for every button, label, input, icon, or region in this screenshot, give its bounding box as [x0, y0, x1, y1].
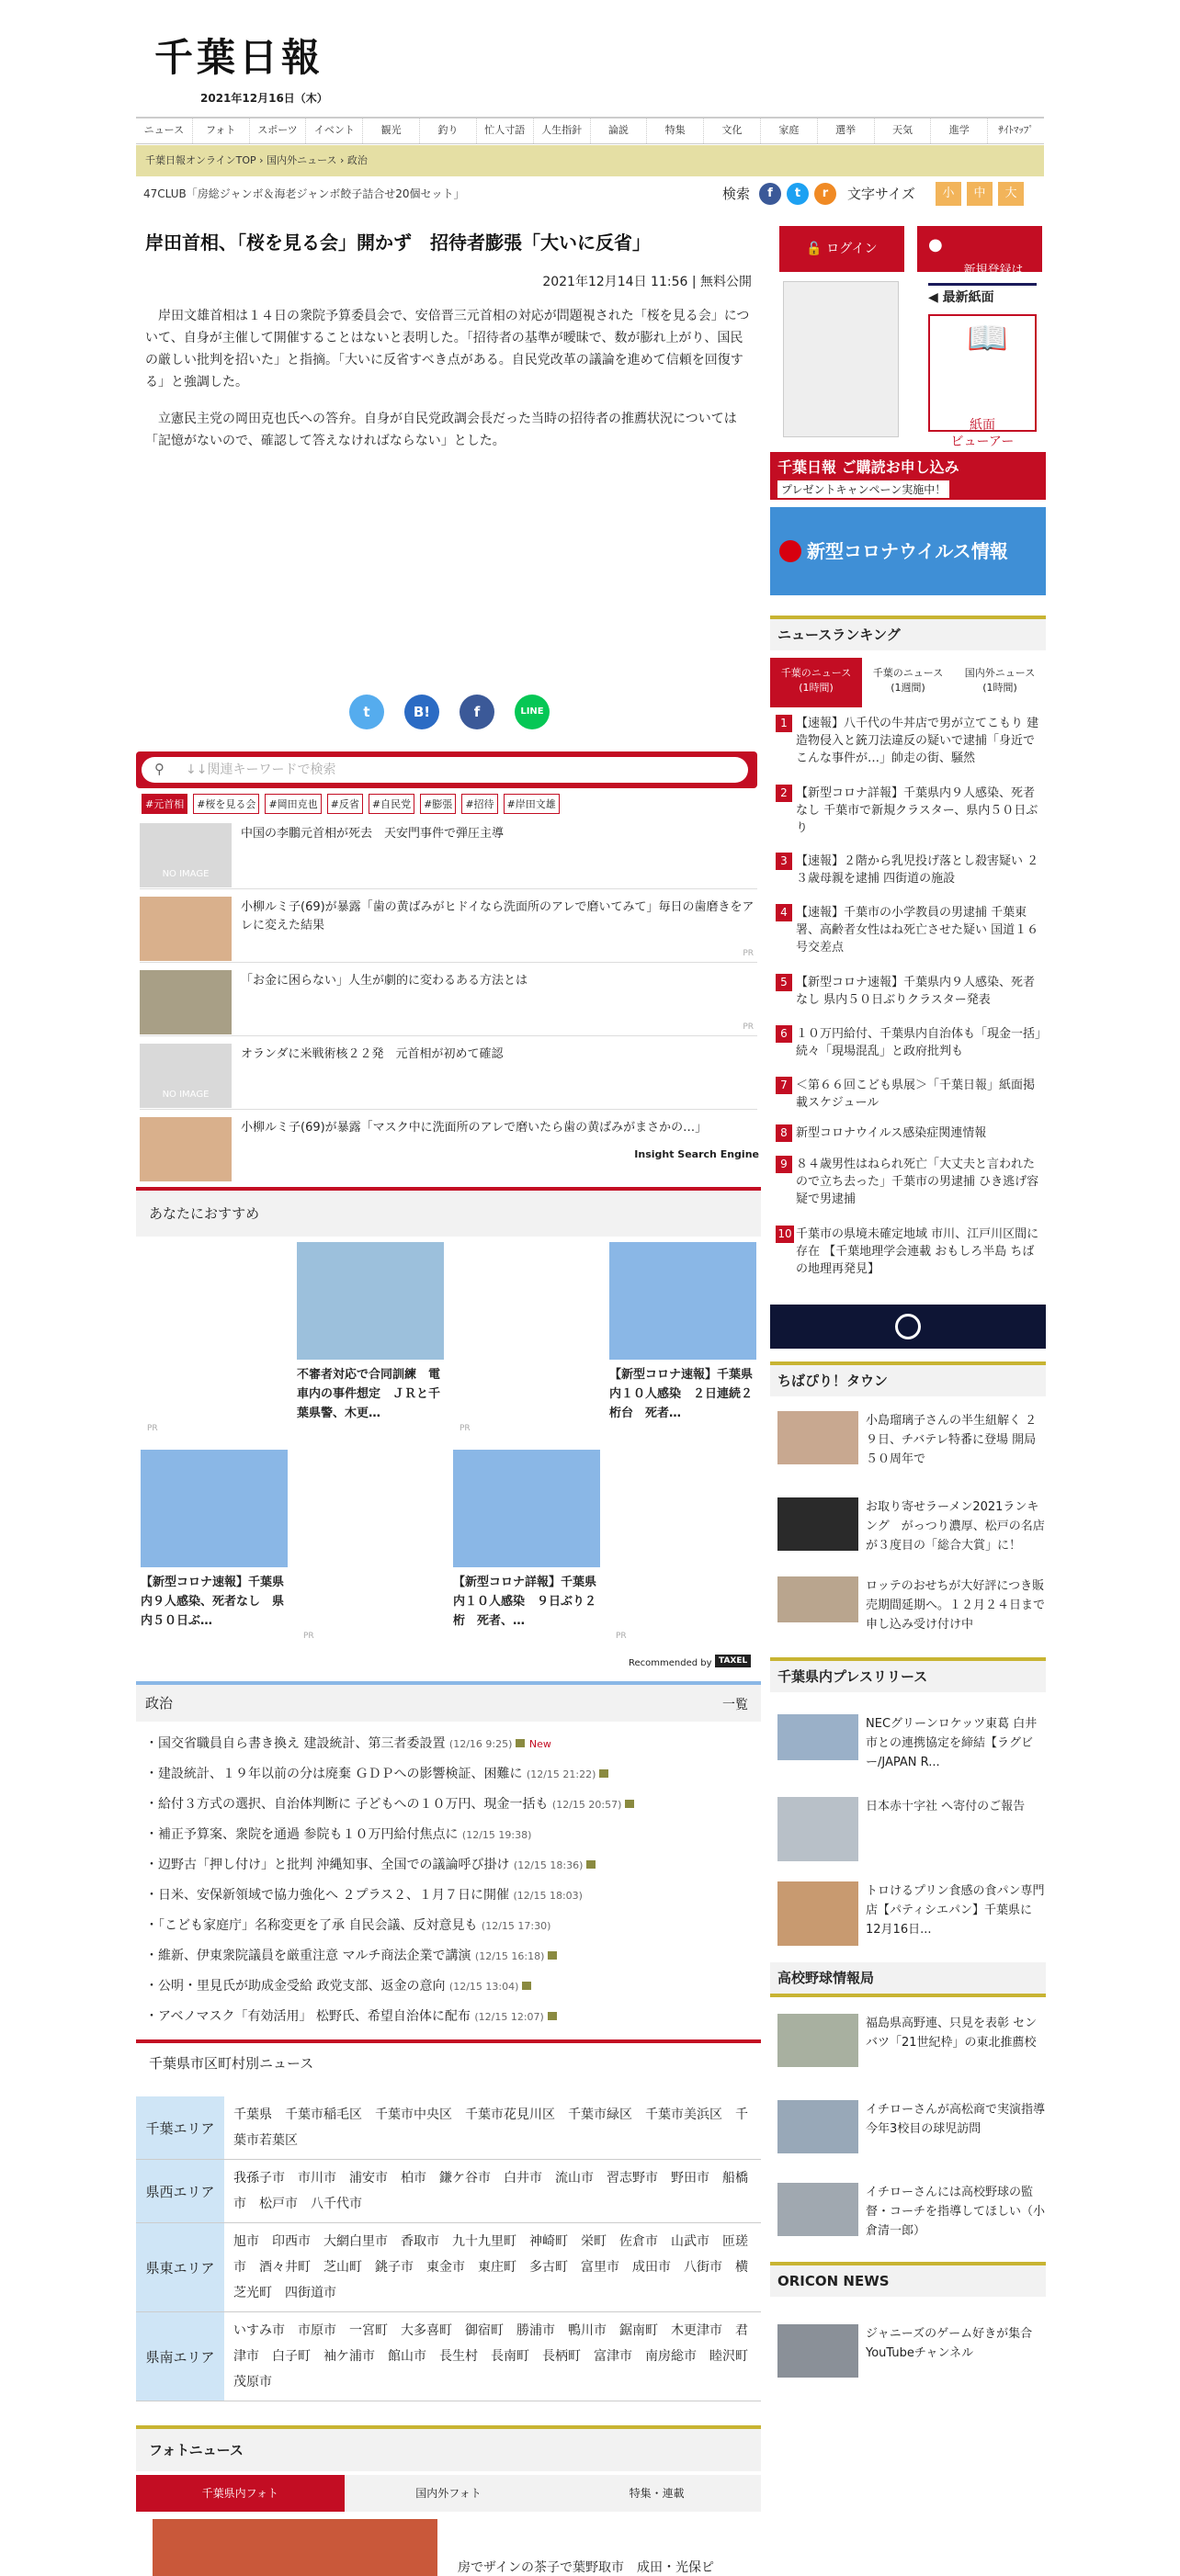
area-heading: 千葉県市区町村別ニュース	[136, 2043, 761, 2084]
tab-features[interactable]: 特集・連載	[552, 2475, 761, 2512]
photo-icon	[625, 1800, 634, 1808]
chibi-title[interactable]: 小島瑠璃子さんの半生紐解く ２９日、チバテレ特番に登場 開局５０周年で	[866, 1414, 1038, 1466]
politics-item[interactable]: ・給付３方式の選択、自治体判断に 子どもへの１０万円、現金一括も (12/15 20:57)	[145, 1790, 752, 1820]
baseball-title[interactable]: 福島県高野連、只見を表彰 センバツ「21世紀枠」の東北推薦校	[866, 2017, 1038, 2050]
rank-number: 8	[776, 1124, 792, 1142]
recommend-image	[609, 1242, 756, 1360]
ranking-item[interactable]	[776, 974, 1042, 1009]
nav-item[interactable]: フォト	[193, 119, 250, 143]
recommend-image	[141, 1450, 288, 1567]
tag[interactable]: #自民党	[369, 794, 414, 814]
area-links[interactable]: 千葉県 千葉市稲毛区 千葉市中央区 千葉市花見川区 千葉市緑区 千葉市美浜区 千葉市若葉区	[224, 2096, 761, 2160]
politics-item-title[interactable]: 公明・里見氏が助成金受給 政党支部、返金の意向	[158, 1979, 446, 1994]
photo-icon	[548, 2012, 557, 2020]
breadcrumb[interactable]: 千葉日報オンラインTOP › 国内外ニュース › 政治	[136, 145, 1044, 176]
nav-item[interactable]: 天気	[875, 119, 932, 143]
related-title[interactable]: 「お金に困らない」人生が劇的に変わるある方法とは	[241, 974, 528, 988]
corona-banner[interactable]	[770, 507, 1046, 595]
ranking-title[interactable]: 【速報】八千代の牛丼店で男が立てこもり 建造物侵入と銃刀法違反の疑いで逮捕「身近でこんな事件が…」帥走の街、騒然	[796, 717, 1039, 765]
politics-item-title[interactable]: 給付３方式の選択、自治体判断に 子どもへの１０万円、現金一括も	[158, 1797, 549, 1812]
taxel-logo[interactable]: TAXEL	[715, 1655, 751, 1667]
tag[interactable]: #岸田文雄	[504, 794, 560, 814]
pr-label: PR	[616, 1632, 627, 1641]
pr-label: PR	[303, 1632, 314, 1641]
pr-label: PR	[460, 1424, 471, 1433]
politics-item[interactable]: ・公明・里見氏が助成金受給 政党支部、返金の意向 (12/15 13:04)	[145, 1972, 752, 2002]
politics-item-date: (12/15 17:30)	[481, 1920, 551, 1932]
press-title[interactable]: 日本赤十字社 へ寄付のご報告	[866, 1800, 1026, 1813]
lightbulb-icon: ●	[928, 235, 943, 254]
font-size-small[interactable]: 小	[936, 182, 961, 206]
politics-item[interactable]: ・アベノマスク「有効活用」 松野氏、希望自治体に配布 (12/15 12:07)	[145, 2002, 752, 2032]
font-size-medium[interactable]: 中	[967, 182, 993, 206]
rank-number: 9	[776, 1156, 792, 1173]
nav-item[interactable]: 進学	[931, 119, 988, 143]
latest-paper-link[interactable]: ◀ 最新紙面	[928, 283, 1037, 311]
search-icon: ⚲	[154, 761, 165, 777]
newspaper-front-page[interactable]	[783, 281, 899, 437]
area-links[interactable]: 旭市 印西市 大網白里市 香取市 九十九里町 神崎町 栄町 佐倉市 山武市 匝瑳市 酒々井町 芝山町 銚子市 東金市 東庄町 多古町 富里市 成田市 八街市 横芝光町 四街道市	[224, 2223, 761, 2312]
ranking-item[interactable]	[776, 715, 1042, 767]
article-title: 岸田首相、「桜を見る会」開かず 招待者膨張「大いに反省」	[145, 232, 651, 254]
tab-ranking-national[interactable]: 国内外ニュース (1時間)	[964, 667, 1036, 694]
global-nav	[136, 117, 1044, 144]
ranking-title[interactable]: 新型コロナウイルス感染症関連情報	[796, 1126, 987, 1140]
font-size-large[interactable]: 大	[998, 182, 1024, 206]
ranking-item[interactable]	[776, 904, 1042, 956]
recommend-title[interactable]: 【新型コロナ詳報】千葉県内１０人感染 ９日ぶり２桁 死者、…	[453, 1576, 597, 1628]
ranking-title[interactable]: 【新型コロナ詳報】千葉県内９人感染、死者なし 千葉市で新規クラスター、県内５０日ぶり	[796, 786, 1038, 835]
related-item[interactable]	[140, 965, 757, 1036]
politics-item-date: (12/15 18:03)	[513, 1890, 583, 1902]
related-item[interactable]	[140, 818, 757, 889]
ranking-item[interactable]	[776, 785, 1042, 837]
related-item[interactable]	[140, 891, 757, 963]
baseball-heading: 高校野球情報局	[770, 1962, 1046, 1997]
politics-item-title[interactable]: 維新、伊東衆院議員を厳重注意 マルチ商法企業で講演	[158, 1949, 471, 1963]
site-logo[interactable]: 千葉日報	[154, 35, 324, 80]
thumbnail-image	[777, 1797, 858, 1861]
nav-item[interactable]: スポーツ	[250, 119, 307, 143]
viewer-button[interactable]	[928, 314, 1037, 449]
press-item[interactable]	[777, 1797, 1044, 1861]
photo-caption[interactable]: 房でザインの茶子で葉野取市 成田・光保ピ	[458, 2560, 715, 2575]
politics-item-date: (12/16 9:25)	[448, 1738, 513, 1750]
chibi-title[interactable]: ロッテのおせちが大好評につき販売期間延期へ。１２月２４日まで申し込み受け付け中	[866, 1579, 1046, 1632]
share-hatena-icon[interactable]: B!	[404, 695, 439, 729]
politics-item-date: (12/15 13:04)	[448, 1981, 519, 1993]
chibi-item[interactable]	[777, 1497, 1044, 1554]
recommend-title[interactable]: 不審者対応で合同訓練 電車内の事件想定 ＪＲと千葉県警、木更…	[297, 1368, 441, 1420]
pr-label: PR	[147, 1424, 158, 1433]
area-links[interactable]: 我孫子市 市川市 浦安市 柏市 鎌ケ谷市 白井市 流山市 習志野市 野田市 船橋市 松戸市 八千代市	[224, 2160, 761, 2223]
nav-item[interactable]: イベント	[306, 119, 363, 143]
related-item[interactable]	[140, 1038, 757, 1110]
area-links[interactable]: いすみ市 市原市 一宮町 大多喜町 御宿町 勝浦市 鴨川市 鋸南町 木更津市 君津市 白子町 袖ケ浦市 館山市 長生村 長南町 長柄町 富津市 南房総市 睦沢町 茂原市	[224, 2312, 761, 2401]
ranking-item[interactable]	[776, 853, 1042, 887]
rank-number: 4	[776, 904, 792, 921]
tag[interactable]: #膨張	[420, 794, 456, 814]
photo-heading: フォトニュース	[136, 2429, 761, 2471]
politics-item-title[interactable]: 補正予算案、衆院を通過 参院も１０万円給付焦点に	[158, 1827, 459, 1842]
ranking-title[interactable]: 【新型コロナ速報】千葉県内９人感染、死者なし 県内５０日ぶりクラスター発表	[796, 976, 1036, 1007]
politics-item-title[interactable]: 国交省職員自ら書き換え 建設統計、第三者委設置	[158, 1736, 446, 1751]
nav-item[interactable]: 家庭	[761, 119, 818, 143]
politics-item[interactable]: ・国交省職員自ら書き換え 建設統計、第三者委設置 (12/16 9:25) New	[145, 1736, 551, 1751]
photo-image[interactable]	[153, 2519, 437, 2576]
area-row	[136, 2160, 761, 2223]
photo-icon	[548, 1951, 557, 1960]
ranking-item[interactable]	[776, 1156, 1042, 1208]
ranking-title[interactable]: ８４歳男性はねられ死亡「大丈夫と言われたので立ち去った」千葉市の男逮捕 ひき逃げ容疑で男逮捕	[796, 1158, 1039, 1206]
nav-item[interactable]: 特集	[647, 119, 704, 143]
nav-item[interactable]: 釣り	[420, 119, 477, 143]
area-name: 県西エリア	[136, 2160, 224, 2223]
register-button[interactable]	[917, 226, 1042, 294]
recommend-title[interactable]: 【新型コロナ速報】千葉県内１０人感染 ２日連続２桁台 死者…	[609, 1368, 754, 1420]
related-item[interactable]	[140, 1112, 757, 1152]
related-title[interactable]: 小柳ルミ子(69)が暴露「歯の黄ばみがヒドイなら洗面所のアレで磨いてみて」毎日の歯磨きをアレに変えた結果	[241, 900, 755, 932]
recommend-item[interactable]	[297, 1242, 444, 1423]
ranking-title[interactable]: ＜第６６回こども県展＞「千葉日報」紙面掲載スケジュール	[796, 1079, 1036, 1110]
facebook-icon[interactable]: f	[759, 183, 781, 205]
login-label: ログイン	[826, 242, 878, 256]
thumbnail-image	[140, 970, 232, 1034]
tab-domestic-photo[interactable]: 国内外フォト	[345, 2475, 553, 2512]
baseball-title[interactable]: イチローさんには高校野球の監督・コーチを指導してほしい（小倉清一郎）	[866, 2186, 1046, 2238]
oricon-item[interactable]	[777, 2324, 1044, 2359]
recommend-item[interactable]	[609, 1242, 756, 1423]
tag[interactable]: #岡田克也	[265, 794, 321, 814]
politics-item[interactable]: ・日米、安保新領域で協力強化へ ２プラス２、１月７日に開催 (12/15 18:03)	[145, 1888, 583, 1903]
ranking-item[interactable]	[776, 1077, 1042, 1112]
ranking-item[interactable]	[776, 1025, 1042, 1060]
font-size-label: 文字サイズ	[847, 186, 915, 202]
politics-item-title[interactable]: 建設統計、１９年以前の分は廃棄 ＧＤＰへの影響検証、困難に	[158, 1767, 523, 1781]
rank-number: 10	[776, 1226, 794, 1243]
politics-item-date: (12/15 18:36)	[513, 1859, 584, 1871]
politics-item-title[interactable]: 「こども家庭庁」名称変更を了承 自民会議、反対意見も	[158, 1918, 478, 1933]
area-name: 千葉エリア	[136, 2096, 224, 2160]
politics-item-title[interactable]: 辺野古「押し付け」と批判 沖縄知事、全国での議論呼び掛け	[158, 1858, 510, 1872]
politics-item-date: (12/15 21:22)	[526, 1768, 596, 1780]
article-paragraph: 岸田文雄首相は１４日の衆院予算委員会で、安倍晋三元首相の対応が問題視された「桜を見る会」について、自身が主催して開催することはないと表明した。「招待者の基準が曖昧で、数が膨れ上がり、国民の厳しい批判を招いた」と指摘。「大いに反省すべき点がある。自民党改革の議論を進めて信頼を回復する」と強調した。	[145, 309, 750, 390]
nav-item[interactable]: ｻｲﾄﾏｯﾌﾟ	[998, 124, 1034, 136]
thumbnail-image	[777, 2324, 858, 2378]
politics-list	[145, 1729, 752, 2032]
login-button[interactable]	[779, 226, 904, 272]
article-meta: 2021年12月14日 11:56 | 無料公開	[542, 275, 752, 289]
tag[interactable]: #招待	[461, 794, 497, 814]
recommend-image	[297, 1242, 444, 1360]
politics-item[interactable]: ・辺野古「押し付け」と批判 沖縄知事、全国での議論呼び掛け (12/15 18:36)	[145, 1850, 752, 1881]
header-date: 2021年12月16日（木）	[200, 92, 328, 105]
keyword-search	[136, 751, 757, 788]
tag-list	[142, 794, 560, 814]
chibi-item[interactable]	[777, 1576, 1044, 1643]
press-item[interactable]	[777, 1881, 1044, 1946]
politics-item[interactable]: ・建設統計、１９年以前の分は廃棄 ＧＤＰへの影響検証、困難に (12/15 21:22)	[145, 1759, 752, 1790]
ranking-title[interactable]: 千葉市の県境未確定地域 市川、江戸川区間に存在 【千葉地理学会連載 おもしろ半島 ちばの地理再発見】	[796, 1227, 1039, 1276]
chibi-town-heading: ちばぴり！タウン	[770, 1361, 1046, 1396]
keyword-search-input[interactable]: ↓↓関連キーワードで検索	[142, 757, 748, 783]
ranking-heading: ニュースランキング	[770, 616, 1046, 650]
press-title[interactable]: トロけるプリン食感の食パン専門店【パティシエパン】千葉県に12月16日...	[866, 1884, 1045, 1937]
share-line-icon[interactable]: LINE	[515, 695, 550, 729]
tag[interactable]: #元首相	[142, 794, 187, 814]
politics-item-date: (12/15 16:18)	[474, 1950, 545, 1962]
thumbnail-image	[777, 1411, 858, 1464]
register-label: 新規登録は こちら	[963, 264, 1024, 294]
baseball-item[interactable]	[777, 2183, 1044, 2242]
nav-item[interactable]: ニュース	[136, 119, 193, 143]
share-twitter-icon[interactable]: t	[349, 695, 384, 729]
politics-more-link[interactable]: 一覧	[722, 1698, 748, 1712]
tab-chiba-photo[interactable]: 千葉県内フォト	[136, 2475, 345, 2512]
nav-item[interactable]: 人生指針	[534, 119, 591, 143]
tag[interactable]: #桜を見る会	[193, 794, 259, 814]
subscription-subtitle: プレゼントキャンペーン実施中！	[777, 480, 949, 498]
ranking-title[interactable]: 【速報】千葉市の小学教員の男逮捕 千葉東署、高齢者女性はね死亡させた疑い 国道１６号交差点	[796, 906, 1039, 955]
rank-number: 3	[776, 853, 792, 870]
recommend-title[interactable]: 【新型コロナ速報】千葉県内９人感染、死者なし 県内５０日ぶ…	[141, 1576, 285, 1628]
thumbnail-image	[777, 2183, 858, 2236]
press-title[interactable]: NECグリーンロケッツ東葛 白井市との連携協定を締結【ラグビー/JAPAN R...	[866, 1717, 1038, 1769]
politics-item[interactable]: ・「こども家庭庁」名称変更を了承 自民会議、反対意見も (12/15 17:30)	[145, 1918, 551, 1933]
politics-item[interactable]: ・維新、伊東衆院議員を厳重注意 マルチ商法企業で講演 (12/15 16:18)	[145, 1941, 752, 1972]
nav-item[interactable]: 忙人寸語	[477, 119, 534, 143]
subscription-banner[interactable]	[770, 452, 1046, 500]
photo-icon	[586, 1860, 596, 1869]
thumbnail-image	[777, 1576, 858, 1622]
politics-item[interactable]: ・補正予算案、衆院を通過 参院も１０万円給付焦点に (12/15 19:38)	[145, 1827, 532, 1842]
recommend-heading: あなたにおすすめ	[136, 1191, 761, 1237]
nav-item[interactable]: 観光	[363, 119, 420, 143]
no-image-thumbnail: NO IMAGE	[140, 823, 232, 887]
new-badge: New	[528, 1738, 551, 1750]
recommend-item[interactable]	[453, 1450, 600, 1631]
related-title[interactable]: オランダに米戦術核２２発 元首相が初めて確認	[241, 1047, 504, 1061]
area-row	[136, 2223, 761, 2312]
politics-item-title[interactable]: アベノマスク「有効活用」 松野氏、希望自治体に配布	[158, 2009, 471, 2024]
ranking-title[interactable]: 【速報】２階から乳児投げ落とし殺害疑い ２３歳母親を逮捕 四街道の施設	[796, 854, 1039, 886]
politics-item-title[interactable]: 日米、安保新領域で協力強化へ ２プラス２、１月７日に開催	[158, 1888, 510, 1903]
rank-number: 6	[776, 1025, 792, 1043]
politics-item-date: (12/15 20:57)	[551, 1799, 622, 1811]
pr-label: PR	[743, 949, 754, 958]
reader-icon: 📖	[967, 320, 1008, 357]
rank-number: 2	[776, 785, 792, 802]
thumbnail-image	[777, 1497, 858, 1551]
no-image-thumbnail: NO IMAGE	[140, 1044, 232, 1108]
tag[interactable]: #反省	[327, 794, 363, 814]
press-item[interactable]	[777, 1714, 1044, 1773]
thumbnail-image	[777, 2100, 858, 2153]
ranking-item[interactable]	[776, 1124, 1042, 1142]
pr-label: PR	[743, 1022, 754, 1032]
rank-number: 7	[776, 1077, 792, 1094]
sub-bar	[136, 180, 1044, 208]
nav-item[interactable]: 論説	[591, 119, 648, 143]
ranking-item[interactable]	[776, 1226, 1042, 1278]
nav-item[interactable]: 文化	[704, 119, 761, 143]
recommend-credit: Recommended by	[629, 1658, 712, 1668]
press-heading: 千葉県内プレスリリース	[770, 1657, 1046, 1692]
corona-label: 新型コロナウイルス情報	[807, 540, 1008, 562]
nav-item[interactable]: 選挙	[818, 119, 875, 143]
area-table	[136, 2096, 761, 2401]
politics-item-date: (12/15 12:07)	[474, 2011, 544, 2023]
photo-icon	[522, 1982, 531, 1990]
insight-credit[interactable]: Insight Search Engine	[634, 1148, 759, 1160]
search-label[interactable]: 検索	[722, 186, 751, 202]
subscription-title: 千葉日報 ご購読お申し込み	[777, 458, 959, 476]
oricon-heading: ORICON NEWS	[770, 2262, 1046, 2297]
ranking-title[interactable]: １０万円給付、千葉県内自治体も「現金一括」続々「現場混乱」と政府批判も	[796, 1027, 1041, 1058]
article-paragraph: 立憲民主党の岡田克也氏への答弁。自身が自民党政調会長だった当時の招待者の推薦状況については「記憶がないので、確認して答えなければならない」とした。	[145, 412, 737, 448]
tab-ranking-chiba-hour[interactable]: 千葉のニュース (1時間)	[770, 658, 862, 707]
chibi-title[interactable]: お取り寄せラーメン2021ランキング がっつり濃厚、松戸の名店が３度目の「総合大賞」に！	[866, 1500, 1045, 1553]
chibi-item[interactable]	[777, 1411, 1044, 1477]
baseball-item[interactable]	[777, 2014, 1044, 2073]
politics-item-date: (12/15 19:38)	[461, 1829, 532, 1841]
photo-tabs	[136, 2475, 761, 2512]
twitter-icon[interactable]: t	[787, 183, 809, 205]
promo-ticker[interactable]: 47CLUB「房総ジャンボ＆海老ジャンボ餃子詰合せ20個セット」	[143, 187, 465, 200]
area-row	[136, 2096, 761, 2160]
rank-number: 1	[776, 715, 792, 732]
lock-icon: 🔓	[806, 242, 823, 256]
politics-heading: 政治	[136, 1685, 761, 1722]
thumbnail-image	[777, 2014, 858, 2067]
rss-icon[interactable]: r	[814, 183, 836, 205]
photo-icon	[516, 1739, 525, 1747]
photo-icon	[599, 1769, 608, 1778]
ad-banner[interactable]	[770, 1305, 1046, 1349]
baseball-item[interactable]	[777, 2100, 1058, 2159]
red-dot-icon	[779, 540, 801, 562]
area-row	[136, 2312, 761, 2401]
area-name: 県南エリア	[136, 2312, 224, 2401]
recommend-item[interactable]	[141, 1450, 288, 1631]
recommend-image	[453, 1450, 600, 1567]
thumbnail-image	[140, 897, 232, 961]
share-facebook-icon[interactable]: f	[460, 695, 494, 729]
tab-ranking-chiba-week[interactable]: 千葉のニュース (1週間)	[872, 667, 944, 694]
rank-number: 5	[776, 974, 792, 991]
related-title[interactable]: 中国の李鵬元首相が死去 天安門事件で弾圧主導	[241, 827, 505, 841]
thumbnail-image	[777, 1881, 858, 1946]
baseball-title[interactable]: イチローさんが高松商で実演指導 今年3校目の球児訪問	[866, 2103, 1058, 2136]
oricon-title[interactable]: ジャニーズのゲーム好きが集合 YouTubeチャンネル	[866, 2327, 1045, 2360]
viewer-label: 紙面 ビューアー	[950, 418, 1015, 449]
brand-logo-icon	[895, 1314, 921, 1339]
area-name: 県東エリア	[136, 2223, 224, 2312]
thumbnail-image	[140, 1117, 232, 1181]
related-title[interactable]: 小柳ルミ子(69)が暴露「マスク中に洗面所のアレで磨いたら歯の黄ばみがまさかの…」	[241, 1121, 708, 1135]
thumbnail-image	[777, 1714, 858, 1760]
